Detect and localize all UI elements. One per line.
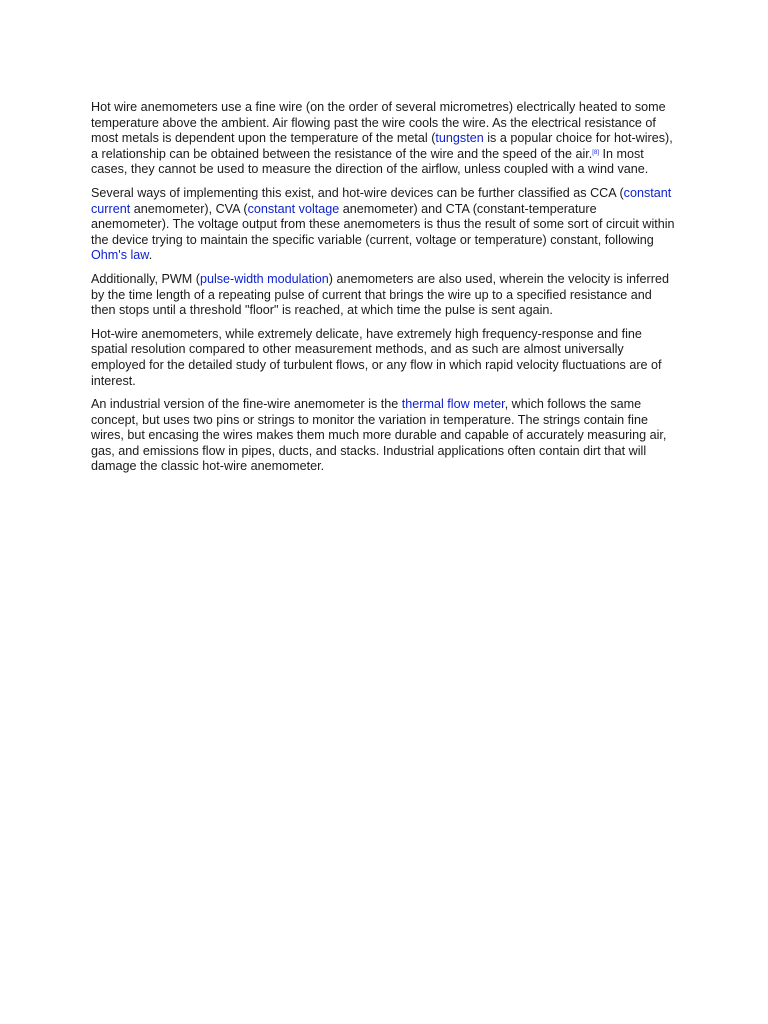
paragraph-text: Additionally, PWM ( (91, 271, 200, 286)
article-paragraph (91, 100, 677, 178)
article-paragraph (91, 327, 677, 389)
link-constant-current[interactable]: constant current (91, 185, 672, 216)
paragraph-text: . (148, 248, 153, 263)
paragraph-text: anemometer) and CTA (constant-temperature anemometer). The voltage output from these anemometers is thus the result of some sort of circuit within the device trying to maintain the specific variable (current, voltage or temperature) constant, following (91, 201, 675, 247)
paragraph-text: , which follows the same concept, but uses two pins or strings to monitor the variation in temperature. The strings contain fine wires, but encasing the wires makes them much more durable and capable of accurately measuring air, gas, and emissions flow in pipes, ducts, and stacks. Industrial applications often contain dirt that will damage the classic hot-wire anemometer. (91, 397, 667, 474)
paragraph-text: An industrial version of the fine-wire anemometer is the (91, 397, 402, 412)
paragraph-text: is a popular choice for hot-wires), a relationship can be obtained between the resistance of the wire and the speed of the air. (91, 131, 673, 161)
link-tungsten[interactable]: tungsten (435, 131, 484, 146)
link-ohms-law[interactable]: Ohm's law (91, 248, 149, 263)
paragraph-text: Hot-wire anemometers, while extremely delicate, have extremely high frequency-response and fine spatial resolution compared to other measurement methods, and as such are almost universally employed for the detailed study of turbulent flows, or any flow in which rapid velocity fluctuations are of interest. (91, 326, 662, 388)
article-body (91, 100, 677, 483)
article-paragraph (91, 272, 677, 319)
link-pulse-width-modulation[interactable]: pulse-width modulation (199, 271, 329, 286)
paragraph-text: In most cases, they cannot be used to measure the direction of the airflow, unless coupled with a wind vane. (91, 146, 649, 177)
paragraph-text: Several ways of implementing this exist, and hot-wire devices can be further classified as CCA ( (91, 185, 624, 200)
link-constant-voltage[interactable]: constant voltage (247, 201, 340, 216)
paragraph-text: ) anemometers are also used, wherein the velocity is inferred by the time length of a repeating pulse of current that brings the wire up to a specified resistance and then stops until a threshold "floor" is reached, at which time the pulse is sent again. (91, 271, 669, 318)
article-paragraph (91, 186, 677, 264)
link-thermal-flow-meter[interactable]: thermal flow meter (401, 397, 505, 412)
citation-8-link[interactable]: [8] (592, 149, 599, 156)
paragraph-text: Hot wire anemometers use a fine wire (on the order of several micrometres) electrically heated to some temperature above the ambient. Air flowing past the wire cools the wire. As the electrical resistance of most metals is dependent upon the temperature of the metal ( (91, 100, 666, 146)
paragraph-text: anemometer), CVA ( (130, 201, 248, 216)
citation-superscript (592, 150, 599, 156)
article-paragraph (91, 397, 677, 475)
